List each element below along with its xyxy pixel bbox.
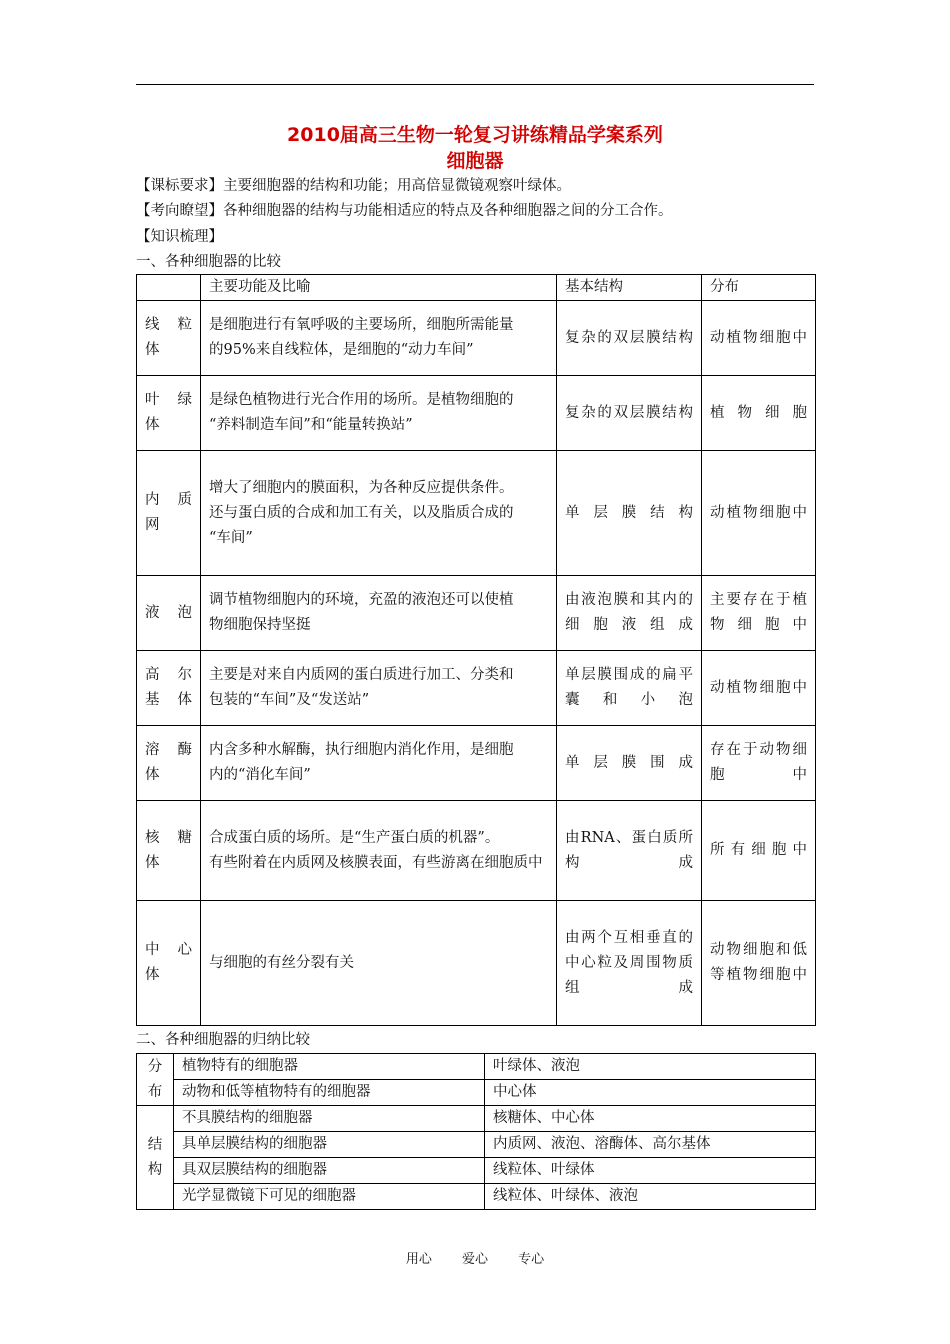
structure-cell-line: 组成 bbox=[565, 979, 693, 996]
page-title: 2010届高三生物一轮复习讲练精品学案系列 bbox=[287, 124, 663, 146]
function-cell-line: 是绿色植物进行光合作用的场所。是植物细胞的 bbox=[209, 392, 514, 408]
table-row bbox=[137, 726, 816, 801]
function-cell bbox=[201, 651, 557, 726]
organelles-cell: 中心体 bbox=[485, 1080, 816, 1106]
organelle-name-line: 溶 酶 bbox=[145, 742, 192, 758]
page-subtitle: 细胞器 bbox=[446, 150, 504, 172]
organelle-name-line: 内 质 bbox=[145, 492, 192, 508]
category-cell: 具双层膜结构的细胞器 bbox=[174, 1158, 485, 1184]
category-cell: 不具膜结构的细胞器 bbox=[174, 1106, 485, 1132]
organelles-cell: 线粒体、叶绿体、液泡 bbox=[485, 1184, 816, 1210]
group-label-line: 布 bbox=[147, 1083, 163, 1100]
distribution-cell bbox=[702, 651, 816, 726]
column-header: 分布 bbox=[702, 275, 816, 301]
distribution-cell-line: 胞中 bbox=[710, 767, 807, 783]
distribution-cell bbox=[702, 726, 816, 801]
function-cell-line: 内含多种水解酶，执行细胞内消化作用，是细胞 bbox=[209, 742, 514, 758]
table-row bbox=[137, 1184, 816, 1210]
function-cell-line: 包装的“车间”及“发送站” bbox=[209, 692, 370, 708]
organelle-name-line: 体 bbox=[145, 342, 160, 358]
function-cell-line: 有些附着在内质网及核膜表面，有些游离在细胞质中 bbox=[209, 854, 543, 871]
table-row bbox=[137, 901, 816, 1026]
distribution-cell bbox=[702, 901, 816, 1026]
organelle-name-line: 体 bbox=[145, 767, 160, 783]
organelle-name bbox=[137, 301, 201, 376]
header-rule bbox=[136, 84, 814, 85]
distribution-cell-line: 主要存在于植 bbox=[710, 592, 807, 608]
function-cell bbox=[201, 451, 557, 576]
table-row bbox=[137, 1080, 816, 1106]
organelles-cell: 叶绿体、液泡 bbox=[485, 1054, 816, 1080]
function-cell-line: 还与蛋白质的合成和加工有关，以及脂质合成的 bbox=[209, 504, 514, 521]
distribution-cell bbox=[702, 451, 816, 576]
category-cell: 光学显微镜下可见的细胞器 bbox=[174, 1184, 485, 1210]
function-cell-line: “养料制造车间”和“能量转换站” bbox=[209, 417, 413, 433]
structure-cell-line: 单层膜结构 bbox=[565, 504, 693, 521]
structure-cell-line: 由液泡膜和其内的 bbox=[565, 592, 693, 608]
function-cell bbox=[201, 301, 557, 376]
table-row bbox=[137, 1054, 816, 1080]
structure-cell bbox=[557, 451, 702, 576]
structure-cell-line: 细胞液组成 bbox=[565, 617, 693, 633]
group-label bbox=[137, 1106, 174, 1210]
table-row bbox=[137, 651, 816, 726]
table-row bbox=[137, 576, 816, 651]
table-row bbox=[137, 801, 816, 901]
function-cell bbox=[201, 376, 557, 451]
table-row bbox=[137, 376, 816, 451]
structure-cell-line: 中心粒及周围物质 bbox=[565, 954, 693, 971]
distribution-cell bbox=[702, 376, 816, 451]
section-2-heading: 二、各种细胞器的归纳比较 bbox=[136, 1032, 310, 1048]
organelle-name bbox=[137, 376, 201, 451]
function-cell-line: 主要是对来自内质网的蛋白质进行加工、分类和 bbox=[209, 667, 514, 683]
structure-cell-line: 由RNA、蛋白质所构成 bbox=[565, 829, 693, 871]
column-header: 基本结构 bbox=[557, 275, 702, 301]
function-cell bbox=[201, 901, 557, 1026]
table-row bbox=[137, 451, 816, 576]
group-label bbox=[137, 1054, 174, 1106]
exam-outlook: 【考向瞭望】各种细胞器的结构与功能相适应的特点及各种细胞器之间的分工合作。 bbox=[136, 203, 673, 219]
function-cell-line: 合成蛋白质的场所。是“生产蛋白质的机器”。 bbox=[209, 829, 500, 846]
organelle-name bbox=[137, 801, 201, 901]
category-cell: 动物和低等植物特有的细胞器 bbox=[174, 1080, 485, 1106]
column-header bbox=[137, 275, 201, 301]
distribution-cell-line: 所有细胞中 bbox=[710, 842, 807, 858]
structure-cell-line: 单层膜围成的扁平 bbox=[565, 667, 693, 683]
structure-cell bbox=[557, 301, 702, 376]
organelle-name-line: 基体 bbox=[145, 692, 192, 708]
organelle-name-line: 核 糖 bbox=[145, 829, 192, 846]
distribution-cell bbox=[702, 576, 816, 651]
structure-cell bbox=[557, 726, 702, 801]
organelles-cell: 内质网、液泡、溶酶体、高尔基体 bbox=[485, 1132, 816, 1158]
structure-cell-line: 复杂的双层膜结构 bbox=[565, 404, 693, 421]
structure-cell-line: 单层膜围成 bbox=[565, 754, 693, 771]
table-row bbox=[137, 1158, 816, 1184]
distribution-cell-line: 动植物细胞中 bbox=[710, 679, 807, 696]
organelle-name-line: 液泡 bbox=[145, 604, 192, 621]
section-1-heading: 一、各种细胞器的比较 bbox=[136, 254, 281, 270]
category-cell: 植物特有的细胞器 bbox=[174, 1054, 485, 1080]
distribution-cell-line: 植物细胞 bbox=[710, 404, 807, 421]
structure-cell bbox=[557, 576, 702, 651]
structure-cell bbox=[557, 901, 702, 1026]
organelle-comparison-table bbox=[136, 274, 816, 1026]
knowledge-heading: 【知识梳理】 bbox=[136, 229, 223, 245]
distribution-cell-line: 存在于动物细 bbox=[710, 742, 807, 758]
organelle-name bbox=[137, 576, 201, 651]
structure-cell bbox=[557, 651, 702, 726]
category-cell: 具单层膜结构的细胞器 bbox=[174, 1132, 485, 1158]
function-cell-line: 是细胞进行有氧呼吸的主要场所，细胞所需能量 bbox=[209, 317, 514, 333]
organelle-name bbox=[137, 451, 201, 576]
distribution-cell bbox=[702, 301, 816, 376]
structure-cell bbox=[557, 376, 702, 451]
function-cell-line: 增大了细胞内的膜面积，为各种反应提供条件。 bbox=[209, 479, 514, 496]
column-header: 主要功能及比喻 bbox=[201, 275, 557, 301]
structure-cell-line: 囊和小泡 bbox=[565, 692, 693, 708]
table-row bbox=[137, 301, 816, 376]
organelle-name-line: 体 bbox=[145, 417, 160, 433]
group-label-line: 结 bbox=[147, 1136, 163, 1153]
group-label-line: 构 bbox=[147, 1161, 163, 1178]
distribution-cell bbox=[702, 801, 816, 901]
organelles-cell: 核糖体、中心体 bbox=[485, 1106, 816, 1132]
distribution-cell-line: 物细胞中 bbox=[710, 617, 807, 633]
structure-cell bbox=[557, 801, 702, 901]
organelle-name-line: 高尔 bbox=[145, 667, 192, 683]
function-cell bbox=[201, 576, 557, 651]
curriculum-requirement: 【课标要求】主要细胞器的结构和功能；用高倍显微镜观察叶绿体。 bbox=[136, 178, 571, 194]
organelle-name-line: 线 粒 bbox=[145, 317, 192, 333]
distribution-cell-line: 动植物细胞中 bbox=[710, 504, 807, 521]
function-cell-line: 调节植物细胞内的环境，充盈的液泡还可以使植 bbox=[209, 592, 514, 608]
table-row bbox=[137, 1106, 816, 1132]
function-cell-line: 与细胞的有丝分裂有关 bbox=[209, 954, 354, 971]
function-cell-line: 的95%来自线粒体，是细胞的“动力车间” bbox=[209, 342, 474, 358]
organelle-name-line: 中 心 bbox=[145, 942, 192, 958]
organelle-name-line: 体 bbox=[145, 854, 160, 871]
organelle-name bbox=[137, 901, 201, 1026]
table-row bbox=[137, 1132, 816, 1158]
function-cell bbox=[201, 726, 557, 801]
organelle-summary-table bbox=[136, 1053, 816, 1210]
organelle-name-line: 网 bbox=[145, 517, 160, 533]
function-cell bbox=[201, 801, 557, 901]
organelle-name-line: 体 bbox=[145, 967, 160, 983]
page-footer: 用心 爱心 专心 bbox=[405, 1252, 545, 1267]
table-header-row bbox=[137, 275, 816, 301]
organelles-cell: 线粒体、叶绿体 bbox=[485, 1158, 816, 1184]
structure-cell-line: 由两个互相垂直的 bbox=[565, 929, 693, 946]
function-cell-line: 物细胞保持坚挺 bbox=[209, 617, 311, 633]
group-label-line: 分 bbox=[147, 1058, 163, 1075]
distribution-cell-line: 等植物细胞中 bbox=[710, 967, 807, 983]
function-cell-line: 内的“消化车间” bbox=[209, 767, 311, 783]
function-cell-line: “车间” bbox=[209, 529, 253, 546]
distribution-cell-line: 动物细胞和低 bbox=[710, 942, 807, 958]
organelle-name bbox=[137, 726, 201, 801]
organelle-name-line: 叶 绿 bbox=[145, 392, 192, 408]
structure-cell-line: 复杂的双层膜结构 bbox=[565, 329, 693, 346]
distribution-cell-line: 动植物细胞中 bbox=[710, 329, 807, 346]
organelle-name bbox=[137, 651, 201, 726]
